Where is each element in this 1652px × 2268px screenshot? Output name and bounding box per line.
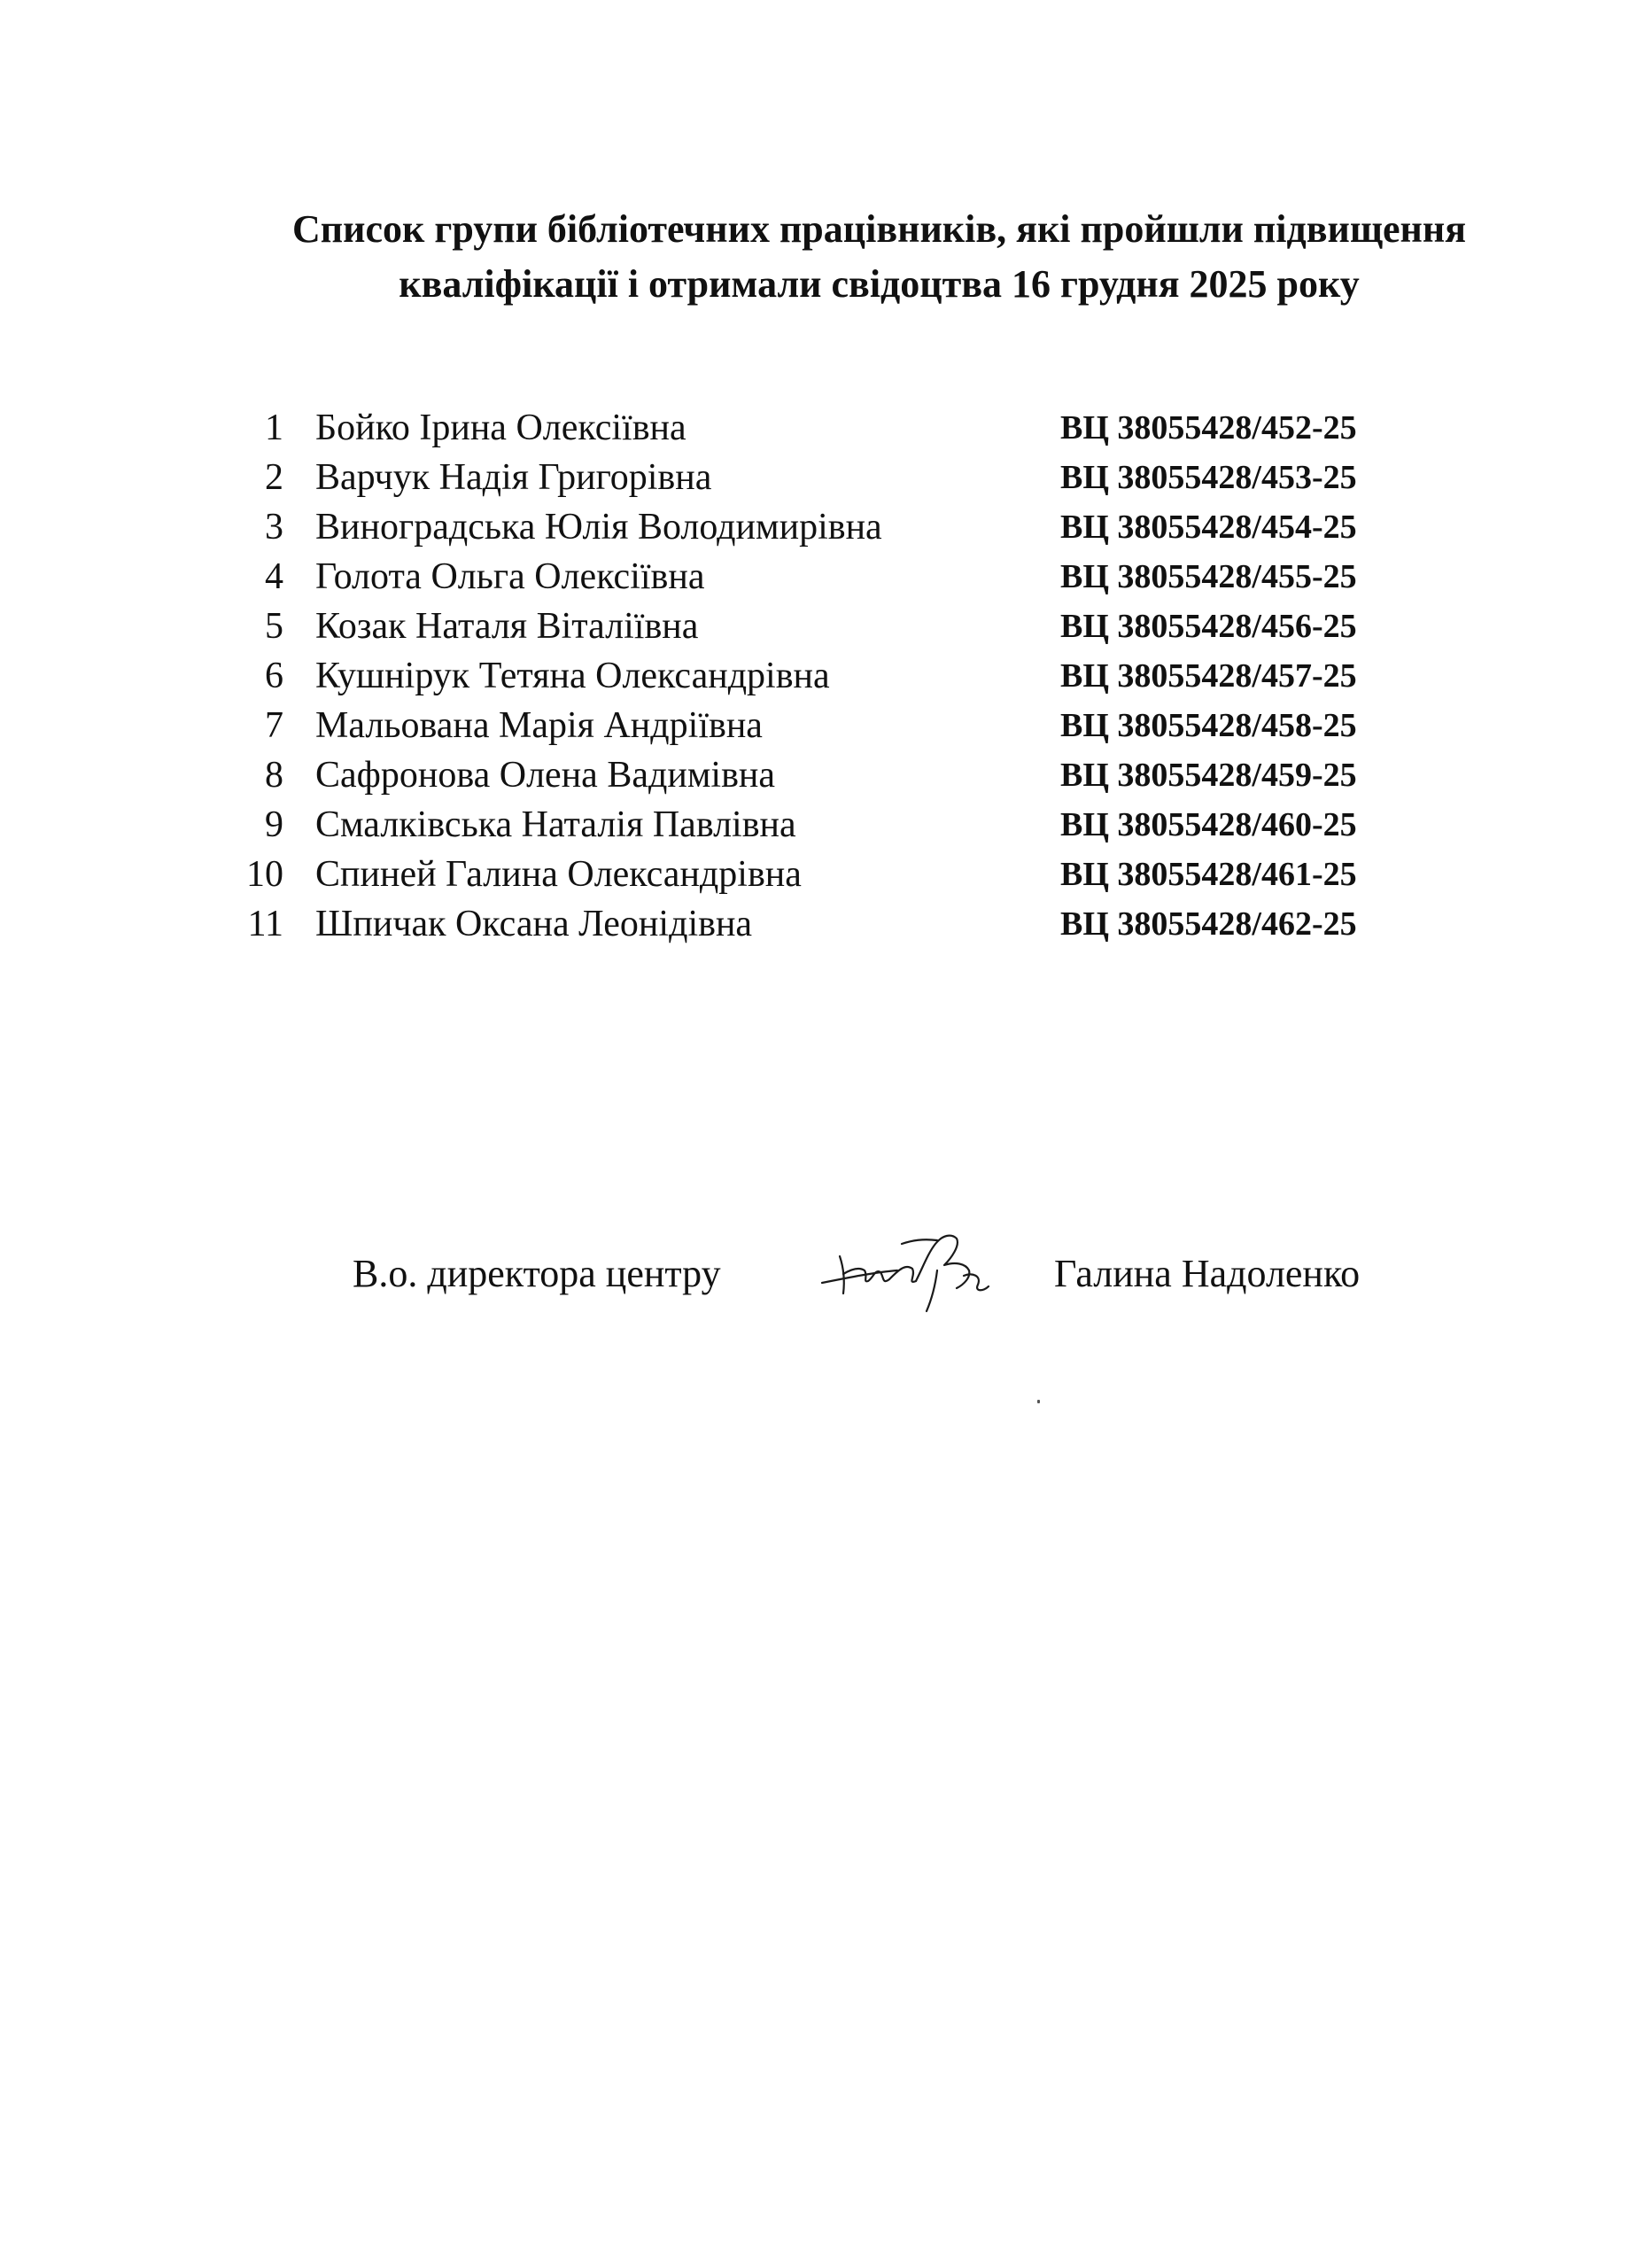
list-item <box>0 602 1652 651</box>
entry-certificate: ВЦ 38055428/462-25 <box>1060 905 1357 943</box>
title-line: кваліфікації і отримали свідоцтва 16 грудня 2025 року <box>399 262 1360 306</box>
list-item <box>0 899 1652 949</box>
entry-name: Варчук Надія Григорівна <box>315 457 712 498</box>
list-item <box>0 800 1652 850</box>
list-item <box>0 403 1652 453</box>
handwritten-signature-icon <box>813 1223 1035 1320</box>
entry-number: 4 <box>265 556 283 597</box>
entry-certificate: ВЦ 38055428/455-25 <box>1060 558 1357 595</box>
signatory-name: Галина Надоленко <box>1054 1252 1361 1295</box>
list-item <box>0 552 1652 602</box>
list-item <box>0 850 1652 899</box>
entry-name: Кушнірук Тетяна Олександрівна <box>315 656 830 696</box>
entry-name: Смалківська Наталія Павлівна <box>315 804 796 845</box>
title-line: Список групи бібліотечних працівників, які пройшли підвищення <box>291 207 1467 251</box>
entry-name: Сафронова Олена Вадимівна <box>315 755 776 796</box>
entry-number: 2 <box>265 457 283 498</box>
list-item <box>0 701 1652 750</box>
entry-name: Спиней Галина Олександрівна <box>315 854 802 895</box>
entry-name: Шпичак Оксана Леонідівна <box>315 904 753 944</box>
entry-certificate: ВЦ 38055428/454-25 <box>1060 509 1357 546</box>
entry-name: Виноградська Юлія Володимирівна <box>315 507 882 548</box>
signature-block <box>0 1223 1652 1329</box>
list-item <box>0 502 1652 552</box>
entry-name: Козак Наталя Віталіївна <box>315 606 699 647</box>
entry-number: 10 <box>246 854 283 895</box>
entry-certificate: ВЦ 38055428/461-25 <box>1060 856 1357 893</box>
entry-certificate: ВЦ 38055428/459-25 <box>1060 757 1357 794</box>
document-title <box>0 202 1652 312</box>
entry-number: 1 <box>265 408 283 448</box>
signatory-role: В.о. директора центру <box>353 1252 721 1295</box>
entry-number: 6 <box>265 656 283 696</box>
entry-name: Мальована Марія Андріївна <box>315 705 763 746</box>
entry-number: 3 <box>265 507 283 548</box>
entry-certificate: ВЦ 38055428/452-25 <box>1060 409 1357 447</box>
list-item <box>0 750 1652 800</box>
list-item <box>0 453 1652 502</box>
entry-name: Голота Ольга Олексіївна <box>315 556 705 597</box>
list-item <box>0 651 1652 701</box>
entry-certificate: ВЦ 38055428/458-25 <box>1060 707 1357 744</box>
certificate-list <box>0 403 1652 949</box>
entry-name: Бойко Ірина Олексіївна <box>315 408 686 448</box>
entry-number: 7 <box>265 705 283 746</box>
entry-number: 8 <box>265 755 283 796</box>
entry-certificate: ВЦ 38055428/456-25 <box>1060 608 1357 645</box>
entry-number: 9 <box>265 804 283 845</box>
entry-certificate: ВЦ 38055428/460-25 <box>1060 806 1357 843</box>
scan-speck <box>1037 1400 1040 1403</box>
entry-certificate: ВЦ 38055428/457-25 <box>1060 657 1357 695</box>
entry-number: 5 <box>265 606 283 647</box>
entry-number: 11 <box>247 904 283 944</box>
entry-certificate: ВЦ 38055428/453-25 <box>1060 459 1357 496</box>
